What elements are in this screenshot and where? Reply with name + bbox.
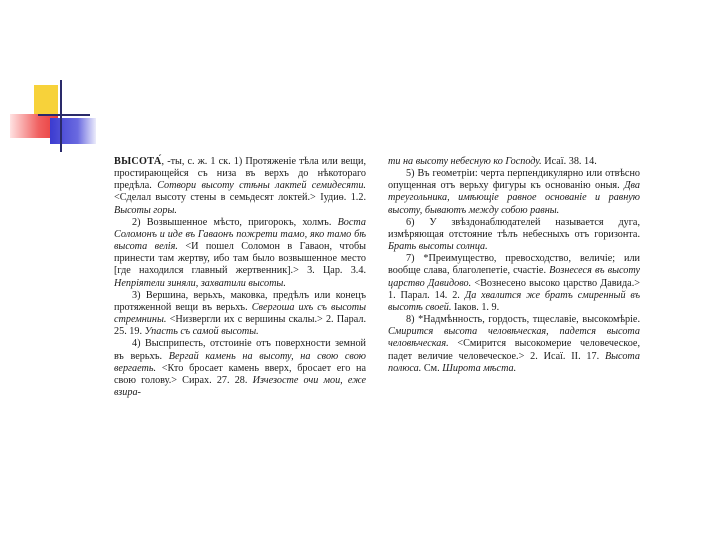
text-segment: Да хвалится же братъ смиренный въ высотѣ своей. [388,289,640,313]
text-segment: Воста Соломонъ и иде въ Гаваонъ пожрети тамо, яко тамо бѣ высота велія. [114,216,366,253]
text-segment: Сотвори высоту стѣны лактей семидесяти. [157,180,366,192]
text-segment: Упасть съ самой высоты. [144,326,259,338]
entry-paragraph [114,217,366,290]
text-segment: <Смирится высокомерие человеческое, падет величие человеческое.> 2. Исаї. II. 17. [388,338,640,362]
text-segment: , -ты, с. ж. 1 ск. 1) Протяженіе тѣла или вещи, простирающейся съ низа въ верхъ до нѣкотораго предѣла. [114,156,366,192]
decorative-vertical-line [60,80,62,152]
text-segment: <И пошел Соломон в Гаваон, чтобы принести там жертву, ибо там было возвышенное место [где находился главный жертвенник].> 3. Цар. 3.4. [114,241,366,277]
text-segment: <Сделал высоту стены в семьдесят локтей.> Іудиѳ. 1.2. [114,192,366,204]
text-segment: 2) Возвышенное мѣсто, пригорокъ, холмъ. [132,216,338,228]
text-segment: 5) Въ геометріи: черта перпендикулярно или отвѣсно опущенная отъ верьху фигуры къ основанію оныя. [388,168,640,192]
text-segment: Непріятели зиняли, захватили высоты. [114,277,286,289]
text-segment: Іаков. 1. 9. [451,301,500,313]
text-segment: Изчезосте очи мои, еже взира- [114,374,367,398]
dictionary-column-left [114,156,366,399]
entry-paragraph [388,217,640,253]
text-segment: Брать высоты солнца. [388,241,488,253]
dictionary-column-right [388,156,640,375]
text-segment: 4) Высприпесть, отстоиніе отъ поверхности земной въ верьхъ. [114,338,366,362]
entry-paragraph [388,168,640,217]
entry-paragraph [388,156,640,168]
text-segment: Два треугольника, имѣющіе равное основаніе и равную высоту, бываютъ между собою равны. [388,180,640,216]
text-segment: Вергай камень на высоту, на свою свою вергаеть. [114,350,366,374]
text-segment: Свергоша ихъ съ высоты стремнины. [114,301,366,326]
text-segment: Высоты горы. [114,204,177,216]
text-segment: Вознесеся въ высоту царство Давидово. [388,265,640,289]
decorative-yellow-square [34,85,58,115]
decorative-horizontal-line [38,114,90,116]
text-segment: Широта мѣста. [442,362,517,374]
text-segment: 7) *Преимущество, превосходство, величіе; или вообще слава, благолепетіе, счастіе. [388,253,640,277]
text-segment: 8) *Надмѣнность, гордость, тщеславіе, высокомѣріе. [406,314,640,326]
decorative-blue-bar [50,118,96,144]
headword: ВЫСОТА́ [114,156,162,167]
entry-paragraph [388,314,640,375]
text-segment: <Вознесено высоко царство Давида.> 1. Парал. 14. 2. [388,277,640,301]
entry-paragraph [114,338,366,399]
text-segment: Исаї. 38. 14. [541,156,597,167]
text-segment: <Кто бросает камень вверх, бросает его на свою голову.> Сирах. 27. 28. [114,362,366,386]
entry-paragraph [114,156,366,217]
text-segment: Высота полюса. [388,350,640,374]
entry-paragraph [388,253,640,314]
text-segment: См. [421,362,443,374]
text-segment: ти на высоту небесную ко Господу. [388,156,542,167]
text-segment: 3) Вершина, верьхъ, маковка, предѣлъ или конецъ протяженной вещи въ верьхъ. [114,289,366,313]
text-segment: 6) У звѣздонаблюдателей называется дуга, измѣряющая отстояние тѣлъ небесныхъ отъ горизонта. [388,216,640,240]
entry-paragraph [114,290,366,339]
text-segment: Смирится высота человѣческая, падется высота человѣческая. [388,326,640,350]
text-segment: <Низвергли их с вершины скалы.> 2. Парал. 25. 19. [114,314,366,338]
